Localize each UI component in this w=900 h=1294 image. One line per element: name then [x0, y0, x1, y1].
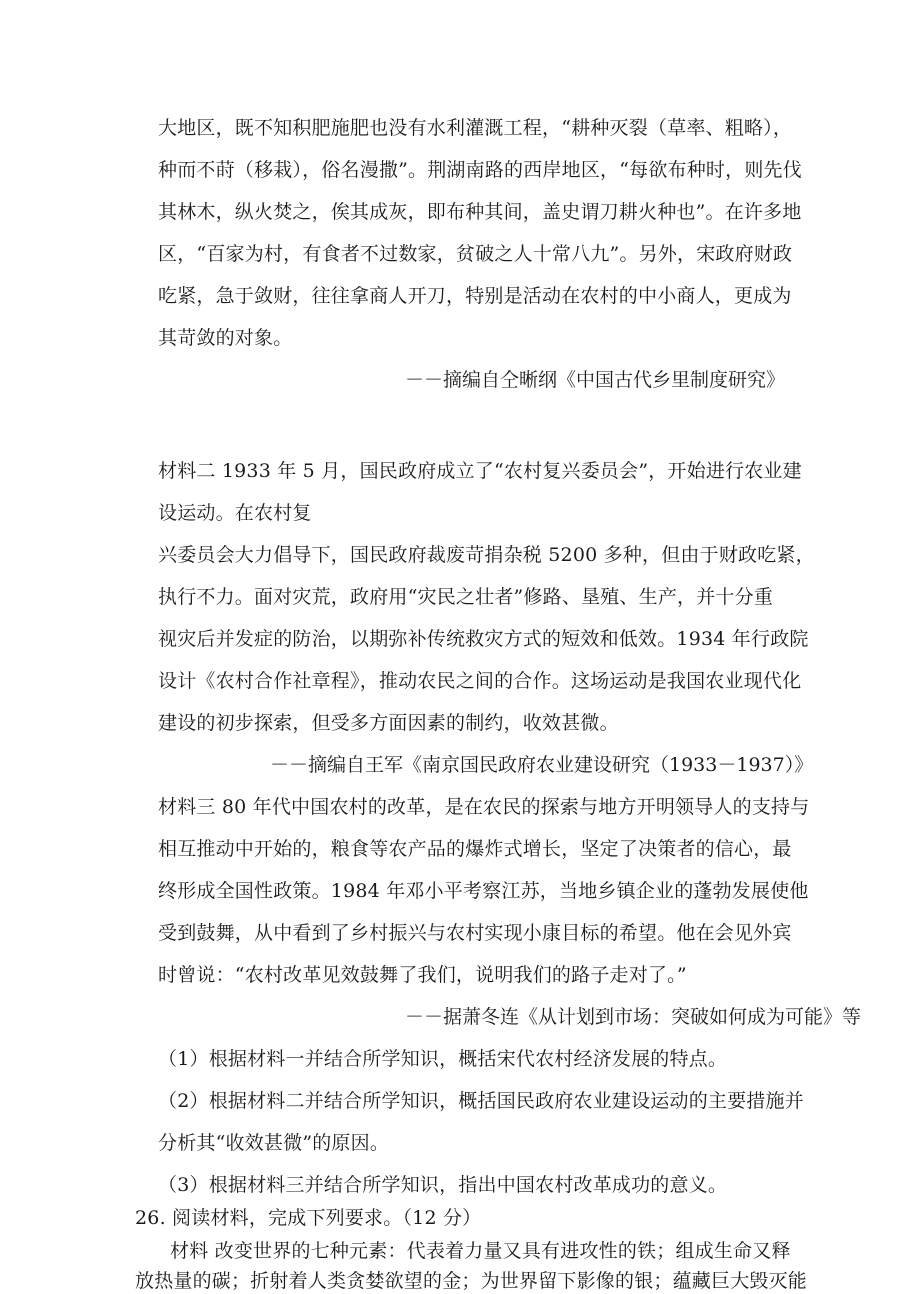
question-2-cont: 分析其“收效甚微”的原因。 — [158, 1132, 390, 1154]
question-1: （1）根据材料一并结合所学知识，概括宋代农村经济发展的特点。 — [158, 1048, 728, 1070]
material1-line-3: 其林木，纵火焚之，俟其成灰，即布种其间，盖史谓刀耕火种也”。在许多地 — [158, 201, 802, 223]
material1-line-2: 种而不莳（移栽），俗名漫撒”。荆湖南路的西岸地区，“每欲布种时，则先伐 — [158, 159, 802, 181]
q26-line-2: 放热量的碳；折射着人类贪婪欲望的金；为世界留下影像的银；蕴藏巨大毁灭能 — [135, 1270, 808, 1292]
material3-source: －－据萧冬连《从计划到市场：突破如何成为可能》等 — [405, 1006, 862, 1028]
material3-line-5: 时曾说：“农村改革见效鼓舞了我们，说明我们的路子走对了。” — [158, 964, 687, 986]
material1-line-4: 区，“百家为村，有食者不过数家，贫破之人十常八九”。另外，宋政府财政 — [158, 243, 793, 265]
q26-heading: 26. 阅读材料，完成下列要求。（12 分） — [135, 1207, 482, 1229]
material2-line-3: 兴委员会大力倡导下，国民政府裁废苛捐杂税 5200 多种，但由于财政吃紧， — [158, 544, 815, 566]
material2-line-4: 执行不力。面对灾荒，政府用“灾民之壮者”修路、垦殖、生产，并十分重 — [158, 586, 774, 608]
question-2: （2）根据材料二并结合所学知识，概括国民政府农业建设运动的主要措施并 — [158, 1090, 804, 1112]
material1-line-1: 大地区，既不知积肥施肥也没有水利灌溉工程，“耕种灭裂（草率、粗略）， — [158, 117, 793, 139]
material2-line-1: 材料二 1933 年 5 月，国民政府成立了“农村复兴委员会”，开始进行农业建 — [158, 460, 802, 482]
material2-line-5: 视灾后并发症的防治，以期弥补传统救灾方式的短效和低效。1934 年行政院 — [158, 628, 809, 650]
material1-source: －－摘编自仝晰纲《中国古代乡里制度研究》 — [405, 369, 786, 391]
q26-line-1: 材料 改变世界的七种元素：代表着力量又具有进攻性的铁；组成生命又释 — [170, 1240, 791, 1262]
material3-line-2: 相互推动中开始的，粮食等农产品的爆炸式增长，坚定了决策者的信心，最 — [158, 838, 792, 860]
question-3: （3）根据材料三并结合所学知识，指出中国农村改革成功的意义。 — [158, 1174, 728, 1196]
material1-line-6: 其苛敛的对象。 — [158, 327, 293, 349]
material3-line-3: 终形成全国性政策。1984 年邓小平考察江苏，当地乡镇企业的蓬勃发展使他 — [158, 880, 809, 902]
material1-line-5: 吃紧，急于敛财，往往拿商人开刀，特别是活动在农村的中小商人，更成为 — [158, 285, 792, 307]
material2-line-6: 设计《农村合作社章程》，推动农民之间的合作。这场运动是我国农业现代化 — [158, 670, 802, 692]
material2-source: －－摘编自王军《南京国民政府农业建设研究（1933－1937）》 — [270, 754, 814, 776]
material3-line-1: 材料三 80 年代中国农村的改革，是在农民的探索与地方开明领导人的支持与 — [158, 796, 810, 818]
material2-line-2: 设运动。在农村复 — [158, 502, 312, 524]
material3-line-4: 受到鼓舞，从中看到了乡村振兴与农村实现小康目标的希望。他在会见外宾 — [158, 922, 792, 944]
material2-line-7: 建设的初步探索，但受多方面因素的制约，收效甚微。 — [158, 712, 619, 734]
